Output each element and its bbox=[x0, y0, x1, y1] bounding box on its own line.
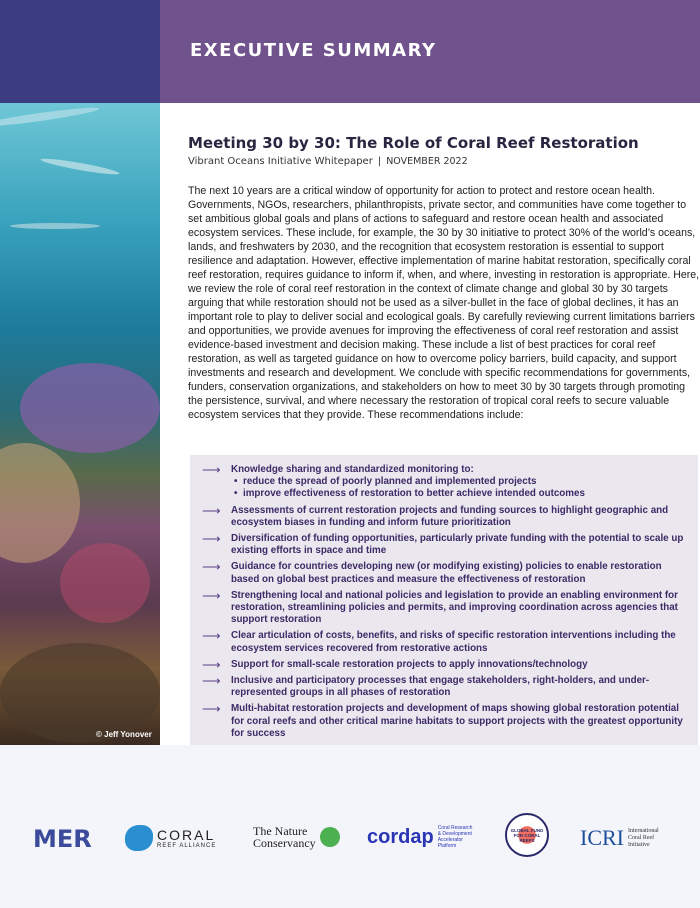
arrow-icon: ⟶ bbox=[202, 673, 221, 689]
recommendation-text: Multi-habitat restoration projects and development of maps showing global restoration potential for coral reefs and other critical marine habitats to support projects with the greatest opportunity for success bbox=[231, 703, 683, 739]
arrow-icon: ⟶ bbox=[202, 502, 221, 518]
mer-logo: MER bbox=[33, 825, 92, 853]
nature-conservancy-logo: The Nature Conservancy bbox=[253, 825, 340, 849]
bullet-icon: • bbox=[234, 476, 238, 488]
recommendation-item bbox=[202, 561, 688, 585]
section-title: EXECUTIVE SUMMARY bbox=[190, 40, 437, 61]
recommendation-text: Knowledge sharing and standardized monitoring to: bbox=[231, 464, 474, 475]
recommendation-text: Clear articulation of costs, benefits, and risks of specific restoration interventions including the ecosystem services recovered from restorative actions bbox=[231, 630, 676, 654]
left-color-band bbox=[0, 0, 160, 103]
recommendation-text: Strengthening local and national policies and legislation to provide an enabling environment for restoration, streamlining policies and permits, and improving coordination across agencies that support restoration bbox=[231, 589, 678, 626]
sub-bullet bbox=[231, 488, 585, 500]
recommendation-item bbox=[202, 533, 688, 557]
cordap-logo: cordap Coral Research & Development Accelerator Platform bbox=[367, 825, 473, 849]
arrow-icon: ⟶ bbox=[202, 656, 221, 672]
recommendation-text: Support for small-scale restoration projects to apply innovations/technology bbox=[231, 658, 588, 670]
recommendation-text: Inclusive and participatory processes that engage stakeholders, right-holders, and under-represented groups in all phases of restoration bbox=[231, 675, 650, 699]
arrow-icon: ⟶ bbox=[202, 531, 221, 547]
coral-reef-alliance-logo: CORAL REEF ALLIANCE bbox=[125, 825, 216, 851]
recommendation-text: Diversification of funding opportunities, particularly private funding with the potential to scale up existing efforts in space and time bbox=[231, 533, 684, 557]
recommendation-item bbox=[202, 675, 688, 699]
recommendation-item bbox=[202, 656, 688, 672]
sub-bullet-text: reduce the spread of poorly planned and implemented projects bbox=[243, 476, 537, 488]
sub-bullet bbox=[231, 476, 585, 488]
arrow-icon: ⟶ bbox=[202, 559, 221, 575]
photo-credit: © Jeff Yonover bbox=[96, 730, 152, 739]
global-fund-coral-reefs-logo: GLOBAL FUND FOR CORAL REEFS bbox=[505, 813, 549, 857]
coral-fish-icon bbox=[125, 825, 153, 851]
recommendation-text: Assessments of current restoration projects and funding sources to highlight geographic and ecosystem biases in funding and inform future prioritization bbox=[231, 504, 669, 528]
sub-bullet-text: improve effectiveness of restoration to better achieve intended outcomes bbox=[243, 488, 585, 500]
header-banner bbox=[160, 0, 700, 103]
recommendation-item bbox=[202, 703, 688, 740]
partner-logos-footer bbox=[0, 745, 700, 908]
recommendation-text: Guidance for countries developing new (or modifying existing) policies to enable restoration based on global best practices and measure the effectiveness of restoration bbox=[231, 561, 662, 585]
icri-logo: ICRI International Coral Reef Initiative bbox=[580, 825, 659, 850]
recommendation-item bbox=[202, 502, 688, 529]
bullet-icon: • bbox=[234, 488, 238, 500]
document-title: Meeting 30 by 30: The Role of Coral Reef Restoration bbox=[188, 134, 639, 152]
recommendation-item bbox=[202, 587, 688, 627]
coral-reef-photo bbox=[0, 103, 160, 745]
arrow-icon: ⟶ bbox=[202, 587, 221, 603]
recommendations-list bbox=[190, 455, 698, 748]
publication-date: NOVEMBER 2022 bbox=[386, 156, 468, 167]
arrow-icon: ⟶ bbox=[202, 462, 221, 477]
arrow-icon: ⟶ bbox=[202, 628, 221, 644]
summary-paragraph: The next 10 years are a critical window of opportunity for action to protect and restore ocean health. Governments, NGOs, researchers, philanthropists, private sector, and communities have come together to set ambitious global goals and plans of actions to safeguard and restore ocean health and associated ecosystem services. These include, for example, the 30 by 30 initiative to protect 30% of the world’s oceans, lands, and freshwaters by 2030, and the recognition that ecosystem restoration is essential to support resilience and adaptation. However, effective implementation of marine habitat restoration, specifically coral reef restoration, requires guidance to inform if, when, and where, investing in restoration is appropriate. Here, we review the role of coral reef restoration in the context of climate change and global 30 by 30 targets arguing that while restoration should not be used as a silver-bullet in the face of global declines, it has an important role to play to deliver social and ecological goals. By carefully reviewing current limitations barriers and opportunities, we provide avenues for improving the effectiveness of coral reef restoration and assist evidence-based investment and decision making. These include a list of best practices for coral reef restoration, as well as targeted guidance on how to overcome policy barriers, build capacity, and support investments and research and development. We conclude with specific recommendations for governments, funders, conservation organizations, and stakeholders on how to meet 30 by 30 targets through promoting the persistence, survival, and where necessary the restoration of tropical coral reefs to secure valuable ecosystem services that they provide. These recommendations include: bbox=[188, 185, 700, 421]
series-name: Vibrant Oceans Initiative Whitepaper bbox=[188, 156, 373, 167]
recommendation-item bbox=[202, 630, 688, 654]
separator: | bbox=[377, 156, 382, 167]
document-subtitle bbox=[188, 156, 468, 167]
leaf-globe-icon bbox=[320, 827, 340, 847]
arrow-icon: ⟶ bbox=[202, 701, 221, 717]
recommendation-item bbox=[202, 464, 688, 501]
